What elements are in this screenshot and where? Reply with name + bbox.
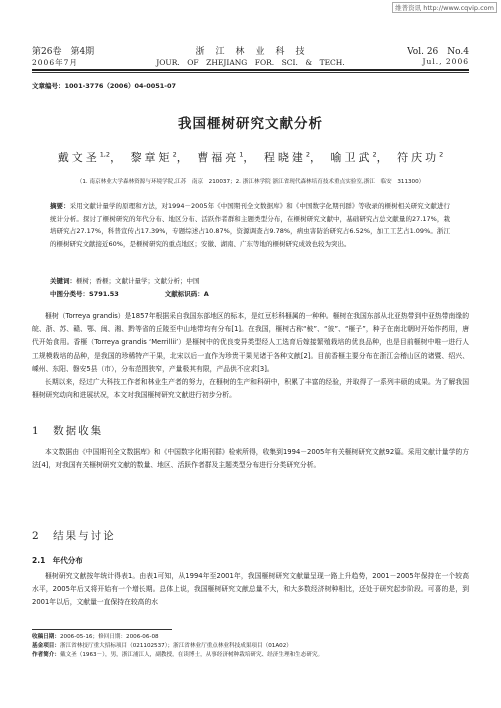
- abstract: [50, 200, 450, 250]
- paper-title: 我国榧树研究文献分析: [178, 116, 323, 132]
- journal-name-en: JOUR. OF ZHEJIANG FOR. SCI. & TECH.: [156, 58, 345, 67]
- clc-code: S791.53: [89, 290, 119, 298]
- header-rule-thin: [32, 72, 469, 73]
- author: 符庆功$^2$: [397, 150, 444, 164]
- clc-label: 中图分类号：: [50, 290, 89, 298]
- keywords-text: 榧树；香榧；文献计量学；文献分析；中国: [76, 277, 200, 285]
- section-heading: 2 结果与讨论: [32, 530, 116, 542]
- intro-paragraph: 榧树（Torreya grandis）是1857年根据采自我国东部地区的标本，是红豆杉科榧属的一种种。榧树在我国东部从北亚热带到中亚热带南缘的皖、浙、苏、赣、鄂、闽、湘、黔等省的丘陵至中山地带均有分布[1]。在我国，榧树古称“柀”、“彼”、“榧子”，种子在南北朝时开始作药用，唐代开始食用。香榧（Torreya grandis ‘Merrillii’）是榧树中的优良变异类型经人工选育后嫁接繁殖栽培的优良品种，也是目前榧树中唯一进行人工规模栽培的品种，是我国的珍稀特产干果，北宋以后一直作为珍贵干果见诸于各种文献[2]。目前香榧主要分布在浙江会稽山区的诸暨、绍兴、嵊州、东阳、磐安5县（市），分布范围狭窄，产量极其有限，产品供不应求[3]。: [32, 312, 469, 373]
- abstract-label: 摘要：: [50, 202, 70, 210]
- article-number: 文章编号：1001-3776（2006）04-0051-07: [32, 82, 177, 90]
- watermark: 维普资讯 http://www.cqvip.com: [392, 2, 497, 13]
- footnotes: [32, 633, 469, 660]
- abstract-text: 采用文献计量学的原理和方法，对1994－2005年《中国期刊全文数据库》和《中国数字化期刊群》等收录的榧树相关研究文献进行统计分析。探讨了榧树研究的年代分布、地区分布、活跃作者群和主题类型分布，在榧树研究文献中，基础研究占总文献量的27.17%，栽培研究占27.17%，科普宣传占17.39%，专题综述占10.87%，资源调查占9.78%，病虫害防治研究占6.52%，加工工艺占1.09%。浙江的榧树研究文献接近60%，是榧树研究的重点地区；安徽、湖南、广东等地的榧树研究成效也较为突出。: [50, 202, 451, 248]
- volume-issue-en: Vol. 26 No.4: [407, 47, 469, 57]
- introduction: [32, 310, 469, 402]
- author: 戴文圣$^{1,2}$: [57, 150, 111, 164]
- section-paragraph: 本文数据由《中国期刊全文数据库》和《中国数字化期刊群》检索所得，收集到1994－2005年有关榧树研究文献92篇。采用文献计量学的方法[4]，对我国有关榧树研究文献的数量、地区、活跃作者群及主题类型分布进行分类研究分析。: [32, 448, 469, 470]
- doc-code-label: 文献标识码：: [164, 290, 204, 298]
- header-rule: [32, 69, 469, 71]
- date-cn: 2006年7月: [32, 58, 78, 67]
- doc-code: A: [203, 290, 209, 298]
- journal-name-cn: 浙 江 林 业 科 技: [195, 47, 306, 57]
- author: 程晓建$^2$: [263, 150, 310, 164]
- classification: [50, 289, 209, 298]
- intro-paragraph: 长期以来，经过广大科技工作者和林业生产者的努力，在榧树的生产和科研中，积累了丰富的经验，并取得了一系列丰硕的成果。为了解我国榧树研究动向和进展状况，本文对我国榧树研究文献进行初步分析。: [32, 378, 469, 400]
- section-body: [32, 446, 469, 472]
- footnote: 基金项目：浙江省林技厅重大招标项目（021102537）；浙江省林业厅重点林业科技成果项目（01A02）: [32, 643, 292, 649]
- author-list: 戴文圣$^{1,2}$， 黎章矩$^2$， 曹福亮$^1$， 程晓建$^2$， 喻卫武$^2$， 符庆功$^2$: [57, 150, 444, 164]
- date-en: Jul., 2006: [422, 57, 469, 66]
- footnote: 收稿日期：2006-05-16；修回日期：2006-06-08: [32, 634, 159, 640]
- author: 黎章矩$^2$: [130, 150, 177, 164]
- footnote: 作者简介：戴文圣（1963－），男，浙江浦江人，副教授，在读博士，从事经济树种栽培研究、经济生理和生态研究。: [32, 652, 324, 658]
- section-paragraph: 榧树研究文献按年统计得表1。由表1可知，从1994年至2001年，我国榧树研究文献量呈现一路上升趋势，2001－2005年保持在一个较高水平，2005年后又将开始有一个增长期。总体上说，我国榧树研究文献总量不大，和大多数经济树种相比，还处于研究起步阶段。可喜的是，到2001年以后，文献量一直保持在较高的水: [32, 572, 469, 607]
- footnote-rule: [32, 629, 172, 630]
- keywords-label: 关键词：: [50, 277, 76, 285]
- author: 喻卫武$^2$: [330, 150, 377, 164]
- subsection-heading: 2.1 年代分布: [32, 556, 83, 565]
- author: 曹福亮$^1$: [197, 150, 244, 164]
- section-heading: 1 数据收集: [32, 425, 104, 437]
- affiliation: （1. 南京林业大学森林资源与环境学院,江苏 南京 210037；2. 浙江林学院 浙江省现代森林培育技术重点实验室,浙江 临安 311300）: [76, 179, 425, 185]
- section-body: [32, 570, 469, 610]
- keywords: [50, 276, 200, 285]
- volume-issue-cn: 第26卷 第4期: [32, 47, 95, 57]
